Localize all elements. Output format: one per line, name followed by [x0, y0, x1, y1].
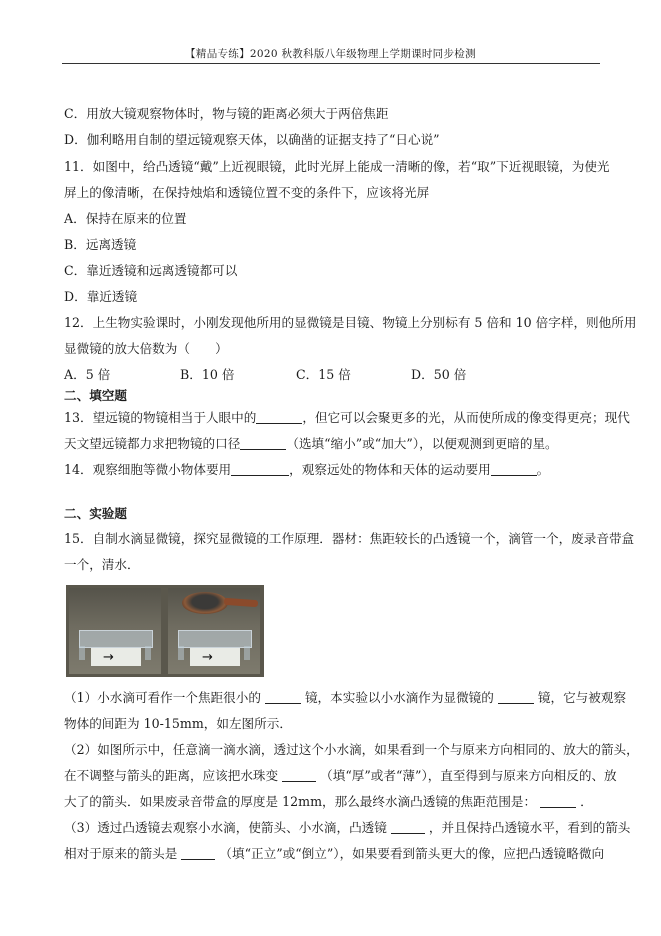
q13-text-2: ，但它可以会聚更多的光，从而使所成的像变得更亮；现代	[302, 410, 630, 425]
p2-line-3	[64, 794, 593, 810]
q12-stem-1: 12．上生物实验课时，小刚发现他所用的显微镜是目镜、物镜上分别标有 5 倍和 10 倍字样，则他所用	[64, 315, 637, 330]
q14-text-1: 14．观察细胞等微小物体要用	[64, 462, 232, 477]
p1-line-1	[64, 690, 626, 706]
answer-blank[interactable]	[540, 795, 576, 808]
q13-line-2	[64, 436, 558, 452]
q13-text-4: （选填“缩小”或“加大”），以便观测到更暗的星。	[286, 436, 558, 451]
p3-line-1	[64, 820, 630, 836]
q11-option-a: A．保持在原来的位置	[64, 211, 187, 226]
p3-line-2	[64, 846, 604, 862]
answer-blank[interactable]	[498, 691, 534, 704]
tape-case-leg	[244, 646, 250, 660]
q11-option-c: C．靠近透镜和远离透镜都可以	[64, 263, 238, 278]
q12-stem-2: 显微镜的放大倍数为（ ）	[64, 341, 228, 356]
q15-stem-2: 一个，清水．	[64, 557, 140, 572]
magnifier-lens	[182, 592, 228, 614]
arrow-icon: →	[103, 650, 114, 665]
tape-case-leg	[79, 646, 85, 660]
q15-stem-1: 15．自制水滴显微镜，探究显微镜的工作原理．器材：焦距较长的凸透镜一个，滴管一个，废录音带盒	[64, 531, 635, 546]
q12-option-b: B．10 倍	[180, 367, 235, 382]
section-experiment: 二、实验题	[64, 506, 127, 521]
q14-line	[64, 462, 549, 478]
answer-blank[interactable]	[491, 463, 537, 476]
q12-option-c: C．15 倍	[296, 367, 351, 382]
q10-option-d: D．伽利略用自制的望远镜观察天体，以确凿的证据支持了“日心说”	[64, 132, 440, 147]
experiment-photo	[66, 585, 264, 677]
p1-text-3: 镜，它与被观察	[537, 690, 627, 705]
page-header: 【精品专练】2020 秋教科版八年级物理上学期课时同步检测	[185, 48, 476, 60]
photo-panel-right	[168, 588, 260, 674]
answer-blank[interactable]	[240, 437, 286, 450]
q13-text-3: 天文望远镜都力求把物镜的口径	[64, 436, 241, 451]
answer-blank[interactable]	[231, 463, 289, 476]
answer-blank[interactable]	[265, 691, 301, 704]
p2-line-1: （2）如图所示中，任意滴一滴水滴，透过这个小水滴，如果看到一个与原来方向相同的、放大的箭头，	[64, 742, 639, 757]
paper-sheet	[190, 648, 240, 666]
answer-blank[interactable]	[256, 411, 302, 424]
tape-case-slab	[79, 630, 153, 648]
q11-stem-1: 11．如图中，给凸透镜“戴”上近视眼镜，此时光屏上能成一清晰的像，若“取”下近视眼镜，为使光	[64, 159, 610, 174]
tape-case-leg	[145, 646, 151, 660]
answer-blank[interactable]	[282, 769, 316, 782]
p2-line-2	[64, 768, 617, 784]
p2-text-4: ．	[580, 794, 593, 809]
answer-blank[interactable]	[391, 821, 425, 834]
p2-text-2: （填“厚”或者“薄”），直至得到与原来方向相反的、放	[320, 768, 617, 783]
q13-line-1	[64, 410, 630, 426]
q13-text-1: 13．望远镜的物镜相当于人眼中的	[64, 410, 257, 425]
p2-text-3: 大了的箭头．如果废录音带盒的厚度是 12mm，那么最终水滴凸透镜的焦距范围是：	[64, 794, 537, 809]
header-rule	[62, 63, 600, 64]
q11-option-d: D．靠近透镜	[64, 289, 138, 304]
p1-text-1: （1）小水滴可看作一个焦距很小的	[64, 690, 261, 705]
section-fill-in: 二、填空题	[64, 388, 127, 403]
arrow-icon: →	[202, 650, 213, 665]
photo-panel-left	[69, 588, 161, 674]
q11-option-b: B．远离透镜	[64, 237, 137, 252]
paper-sheet	[91, 648, 141, 666]
p3-text-3: 相对于原来的箭头是	[64, 846, 178, 861]
q12-option-a: A．5 倍	[64, 367, 111, 382]
p1-line-2: 物体的间距为 10-15mm，如左图所示．	[64, 716, 292, 731]
tape-case-slab	[178, 630, 252, 648]
p1-text-2: 镜，本实验以小水滴作为显微镜的	[304, 690, 494, 705]
tape-case-leg	[178, 646, 184, 660]
p3-text-2: ，并且保持凸透镜水平，看到的箭头	[428, 820, 631, 835]
answer-blank[interactable]	[181, 847, 215, 860]
q14-text-3: 。	[536, 462, 550, 477]
q12-option-d: D．50 倍	[411, 367, 467, 382]
q10-option-c: C．用放大镜观察物体时，物与镜的距离必须大于两倍焦距	[64, 106, 389, 121]
p3-text-1: （3）透过凸透镜去观察小水滴，使箭头、小水滴，凸透镜	[64, 820, 387, 835]
q11-stem-2: 屏上的像清晰，在保持烛焰和透镜位置不变的条件下，应该将光屏	[64, 185, 430, 200]
q14-text-2: ，观察远处的物体和天体的运动要用	[289, 462, 491, 477]
p2-text-1: 在不调整与箭头的距离，应该把水珠变	[64, 768, 279, 783]
magnifier-handle	[224, 598, 258, 607]
p3-text-4: （填“正立”或“倒立”），如果要看到箭头更大的像，应把凸透镜略微向	[219, 846, 605, 861]
